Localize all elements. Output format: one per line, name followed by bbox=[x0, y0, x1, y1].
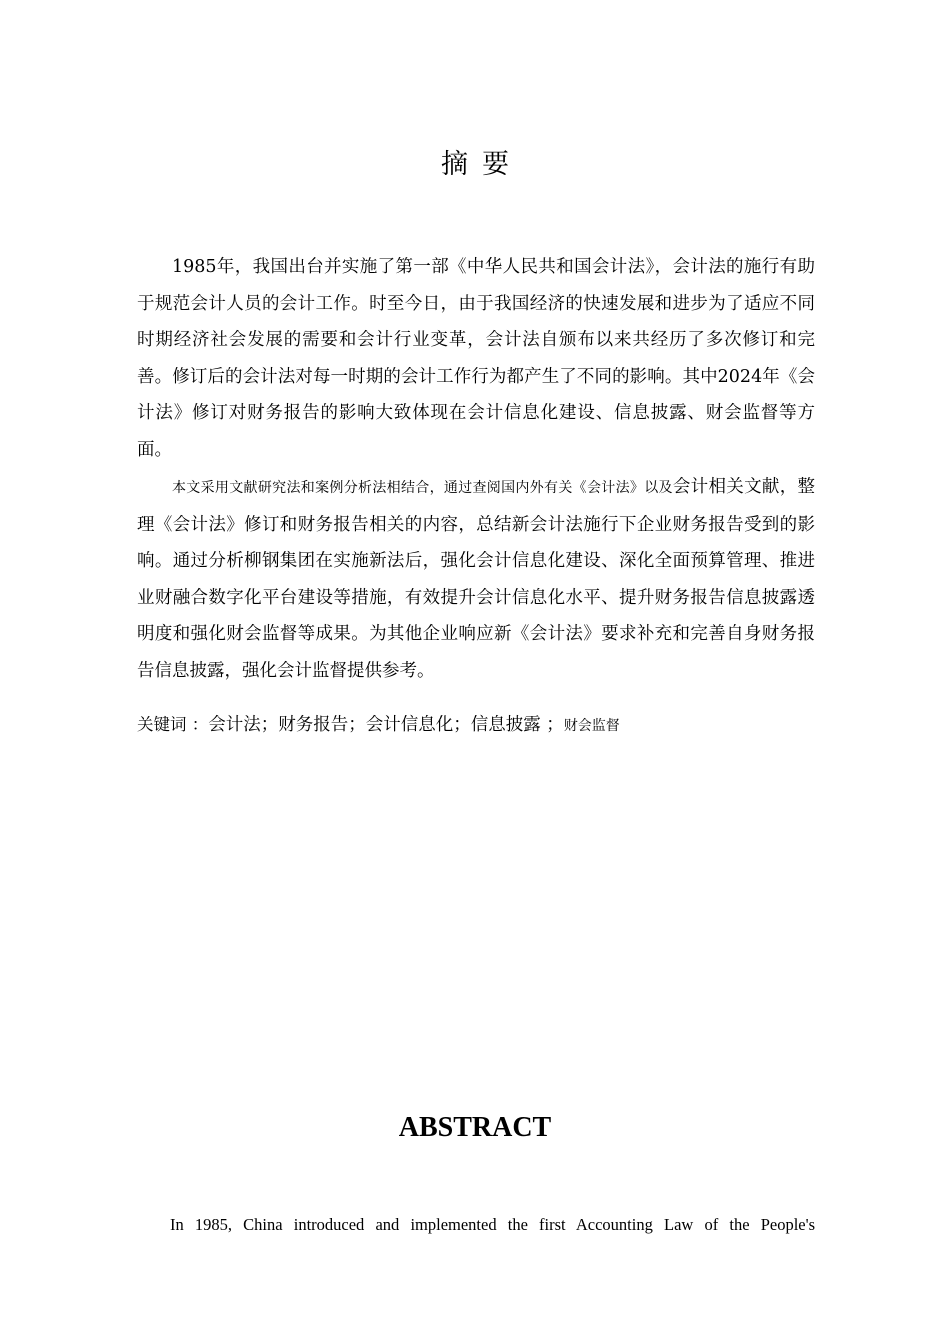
chinese-abstract-title: 摘要 bbox=[441, 149, 523, 180]
paragraph-text bbox=[137, 469, 815, 689]
keywords-label: 关键词 ： bbox=[137, 715, 209, 734]
keywords-list: 会计法；财务报告；会计信息化；信息披露 ； bbox=[208, 715, 564, 735]
english-abstract-title: ABSTRACT bbox=[398, 1112, 552, 1143]
chinese-abstract-paragraph-2 bbox=[137, 469, 815, 689]
paragraph-small-text: 本文采用文献研究法和案例分析法相结合，通过查阅国内外有关《会计法》以及 bbox=[172, 480, 673, 496]
paragraph-text: 1985年，我国出台并实施了第一部《中华人民共和国会计法》，会计法的施行有助于规范会计人员的会计工作。时至今日，由于我国经济的快速发展和进步为了适应不同时期经济社会发展的需要和会计行业变革，会计法自颁布以来共经历了多次修订和完善。修订后的会计法对每一时期的会计工作行为都产生了不同的影响。其中2024年《会计法》修订对财务报告的影响大致体现在会计信息化建设、信息披露、财会监督等方面。 bbox=[137, 257, 815, 460]
english-abstract-paragraph-1: In 1985, China introduced and implemented the first Accounting Law of the People's bbox=[170, 1215, 815, 1234]
keywords-last: 财会监督 bbox=[563, 718, 620, 734]
chinese-abstract-paragraph-1 bbox=[137, 249, 815, 468]
chinese-keywords bbox=[137, 710, 815, 741]
paragraph-text-rest: 会计相关文献，整理《会计法》修订和财务报告相关的内容，总结新会计法施行下企业财务报告受到的影响。通过分析柳钢集团在实施新法后，强化会计信息化建设、深化全面预算管理、推进业财融合数字化平台建设等措施，有效提升会计信息化水平、提升财务报告信息披露透明度和强化财会监督等成果。为其他企业响应新《会计法》要求补充和完善自身财务报告信息披露，强化会计监督提供参考。 bbox=[137, 477, 816, 681]
